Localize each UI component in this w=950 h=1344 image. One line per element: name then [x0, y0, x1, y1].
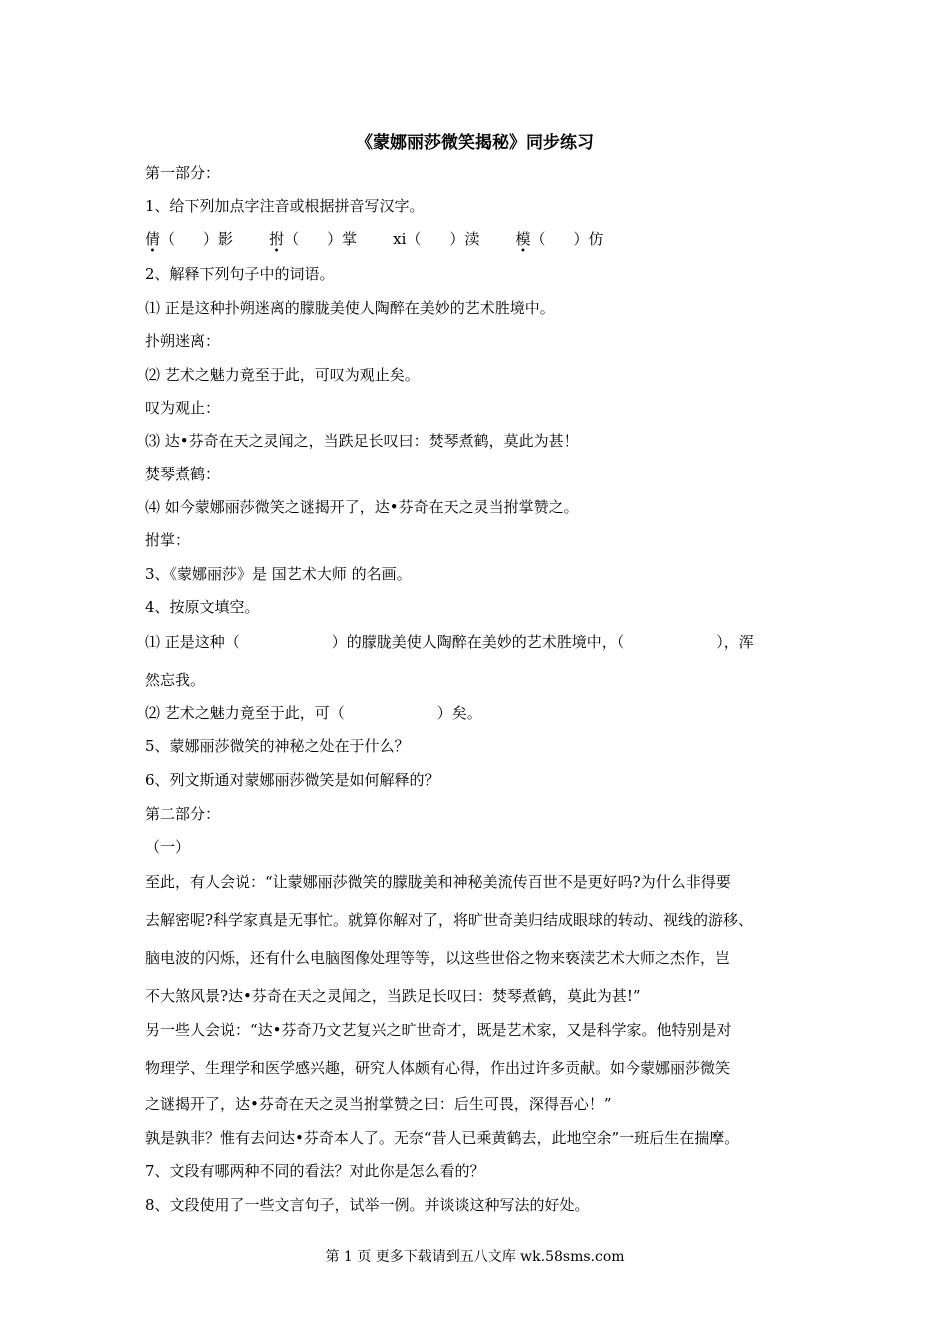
passage-line: 至此，有人会说：“让蒙娜丽莎微笑的朦胧美和神秘美流传百世不是更好吗?为什么非得要 [145, 873, 731, 891]
question-6: 6、列文斯通对蒙娜丽莎微笑是如何解释的？ [145, 771, 440, 789]
part-one-heading: 第一部分： [145, 164, 221, 182]
passage-line: 脑电波的闪烁，还有什么电脑图像处理等等，以这些世俗之物来亵渎艺术大师之杰作，岂 [145, 949, 731, 967]
q2-sentence-1: ⑴ 正是这种扑朔迷离的朦胧美使人陶醉在美妙的艺术胜境中。 [145, 299, 555, 317]
q1-item-rest: 仿 [588, 230, 604, 248]
part-two-heading: 第二部分： [145, 805, 221, 823]
passage-line: 不大煞风景?达•芬奇在天之灵闻之，当跌足长叹曰：焚琴煮鹤，莫此为甚!” [145, 987, 641, 1005]
q4-item-2 [145, 703, 482, 723]
passage-line: 孰是孰非？惟有去问达•芬奇本人了。无奈“昔人已乘黄鹤去，此地空余”一班后生在揣摩。 [145, 1129, 740, 1147]
question-2: 2、解释下列句子中的词语。 [145, 265, 335, 283]
q1-item-char: 模 [515, 230, 531, 248]
q1-item-rest: 掌 [342, 230, 358, 248]
question-7: 7、文段有哪两种不同的看法？对此你是怎么看的？ [145, 1162, 485, 1180]
passage-line: 物理学、生理学和医学感兴趣，研究人体颇有心得，作出过许多贡献。如今蒙娜丽莎微笑 [145, 1059, 731, 1077]
q2-word-2: 叹为观止： [145, 399, 221, 417]
q2-sentence-2: ⑵ 艺术之魅力竟至于此，可叹为观止矣。 [145, 366, 420, 384]
q1-item-char: xi [393, 230, 407, 248]
passage-line: 另一些人会说：“达•芬奇乃文艺复兴之旷世奇才，既是艺术家，又是科学家。他特别是对 [145, 1021, 732, 1039]
q1-item-rest: 影 [218, 230, 234, 248]
question-4: 4、按原文填空。 [145, 598, 260, 616]
passage-line: 去解密呢?科学家真是无事忙。就算你解对了，将旷世奇美归结成眼球的转动、视线的游移、 [145, 911, 754, 929]
q1-item-char: 拊 [269, 230, 285, 248]
q4-1-part-a: ⑴ 正是这种（ [145, 633, 240, 651]
question-3: 3、《蒙娜丽莎》是 国艺术大师 的名画。 [145, 565, 412, 583]
question-8: 8、文段使用了一些文言句子，试举一例。并谈谈这种写法的好处。 [145, 1196, 590, 1214]
question-1: 1、给下列加点字注音或根据拼音写汉字。 [145, 197, 425, 215]
q1-item-rest: 渎 [464, 230, 480, 248]
question-1-items: 倩（ ）影 拊（ ）掌 xi（ ）渎 模（ ）仿 [145, 230, 604, 248]
q2-sentence-4: ⑷ 如今蒙娜丽莎微笑之谜揭开了，达•芬奇在天之灵当拊掌赞之。 [145, 498, 579, 516]
page-footer: 第 1 页 更多下载请到五八文库 wk.58sms.com [325, 1249, 625, 1265]
q4-item-1 [145, 632, 754, 652]
question-5: 5、蒙娜丽莎微笑的神秘之处在于什么？ [145, 737, 410, 755]
q4-1-part-c: ），浑 [716, 633, 754, 651]
q4-1-part-b: ）的朦胧美使人陶醉在美妙的艺术胜境中，（ [331, 633, 625, 651]
q4-2-part-b: ）矣。 [436, 704, 482, 722]
q2-word-3: 焚琴煮鹤： [145, 465, 221, 483]
q2-word-1: 扑朔迷离： [145, 332, 221, 350]
q4-2-part-a: ⑵ 艺术之魅力竟至于此，可（ [145, 704, 345, 722]
q2-word-4: 拊掌： [145, 531, 191, 549]
passage-line: 之谜揭开了，达•芬奇在天之灵当拊掌赞之曰：后生可畏，深得吾心！” [145, 1095, 612, 1113]
q4-item-1-cont: 然忘我。 [145, 671, 206, 689]
q2-sentence-3: ⑶ 达•芬奇在天之灵闻之，当跌足长叹曰：焚琴煮鹤，莫此为甚！ [145, 432, 579, 450]
q1-item-char: 倩 [145, 230, 161, 248]
page-title: 《蒙娜丽莎微笑揭秘》同步练习 [356, 133, 594, 153]
section-1-label: （一） [145, 838, 191, 856]
